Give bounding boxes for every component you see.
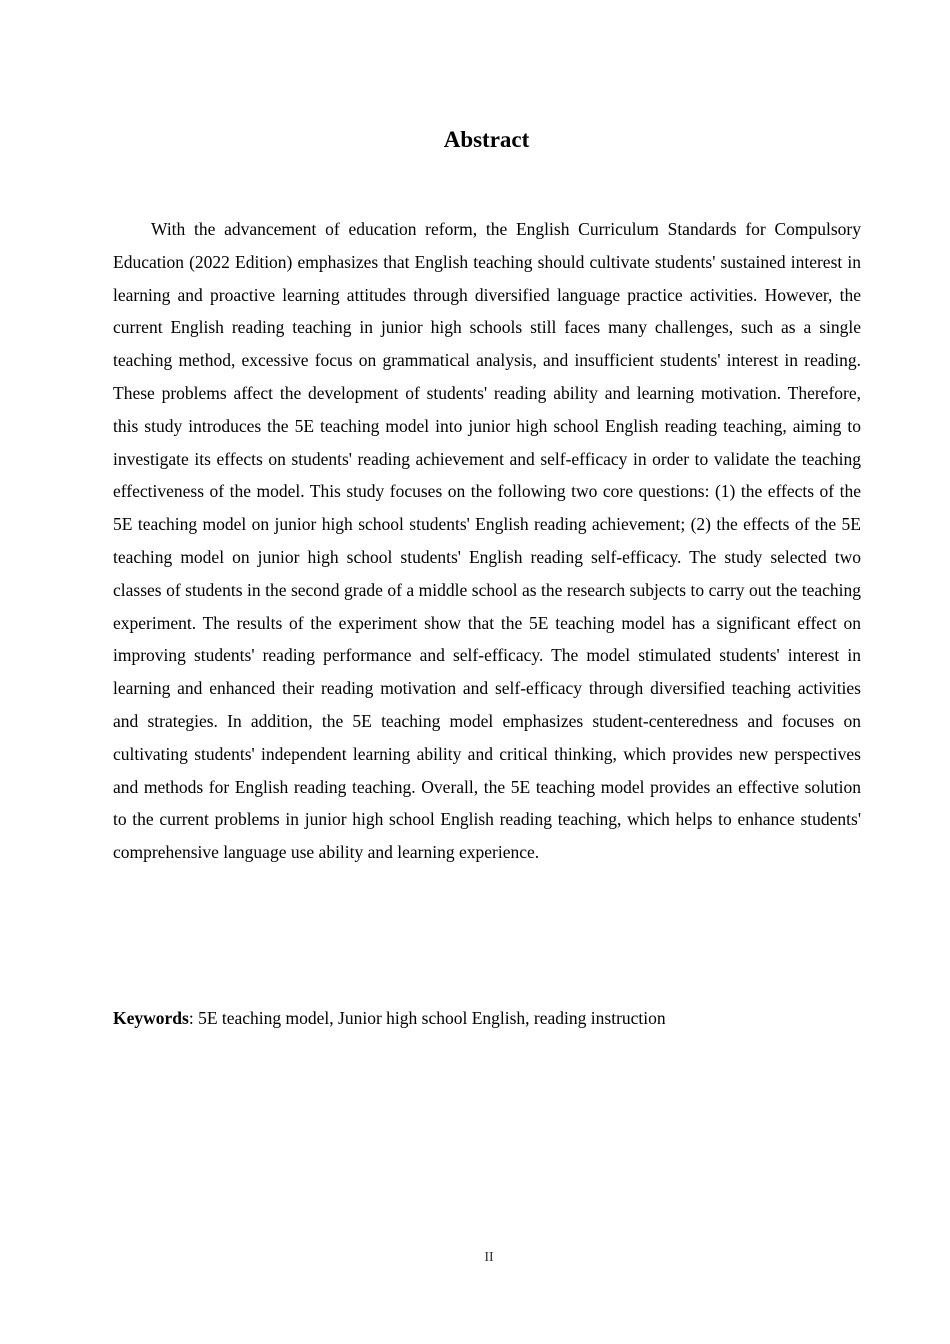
keywords-line <box>113 1002 861 1034</box>
keywords-text: 5E teaching model, Junior high school English, reading instruction <box>198 1008 666 1028</box>
keywords-separator: : <box>188 1008 199 1028</box>
page-number: II <box>484 1250 494 1265</box>
abstract-body: With the advancement of education reform, the English Curriculum Standards for Compulsory Education (2022 Edition) emphasizes that English teaching should cultivate students' sustained interest in learning and proactive learning attitudes through diversified language practice activities. However, the current English reading teaching in junior high schools still faces many challenges, such as a single teaching method, excessive focus on grammatical analysis, and insufficient students' interest in reading. These problems affect the development of students' reading ability and learning motivation. Therefore, this study introduces the 5E teaching model into junior high school English reading teaching, aiming to investigate its effects on students' reading achievement and self-efficacy in order to validate the teaching effectiveness of the model. This study focuses on the following two core questions: (1) the effects of the 5E teaching model on junior high school students' English reading achievement; (2) the effects of the 5E teaching model on junior high school students' English reading self-efficacy. The study selected two classes of students in the second grade of a middle school as the research subjects to carry out the teaching experiment. The results of the experiment show that the 5E teaching model has a significant effect on improving students' reading performance and self-efficacy. The model stimulated students' interest in learning and enhanced their reading motivation and self-efficacy through diversified teaching activities and strategies. In addition, the 5E teaching model emphasizes student-centeredness and focuses on cultivating students' independent learning ability and critical thinking, which provides new perspectives and methods for English reading teaching. Overall, the 5E teaching model provides an effective solution to the current problems in junior high school English reading teaching, which helps to enhance students' comprehensive language use ability and learning experience. <box>113 219 861 863</box>
keywords-label: Keywords <box>113 1008 189 1028</box>
abstract-title: Abstract <box>443 127 530 152</box>
